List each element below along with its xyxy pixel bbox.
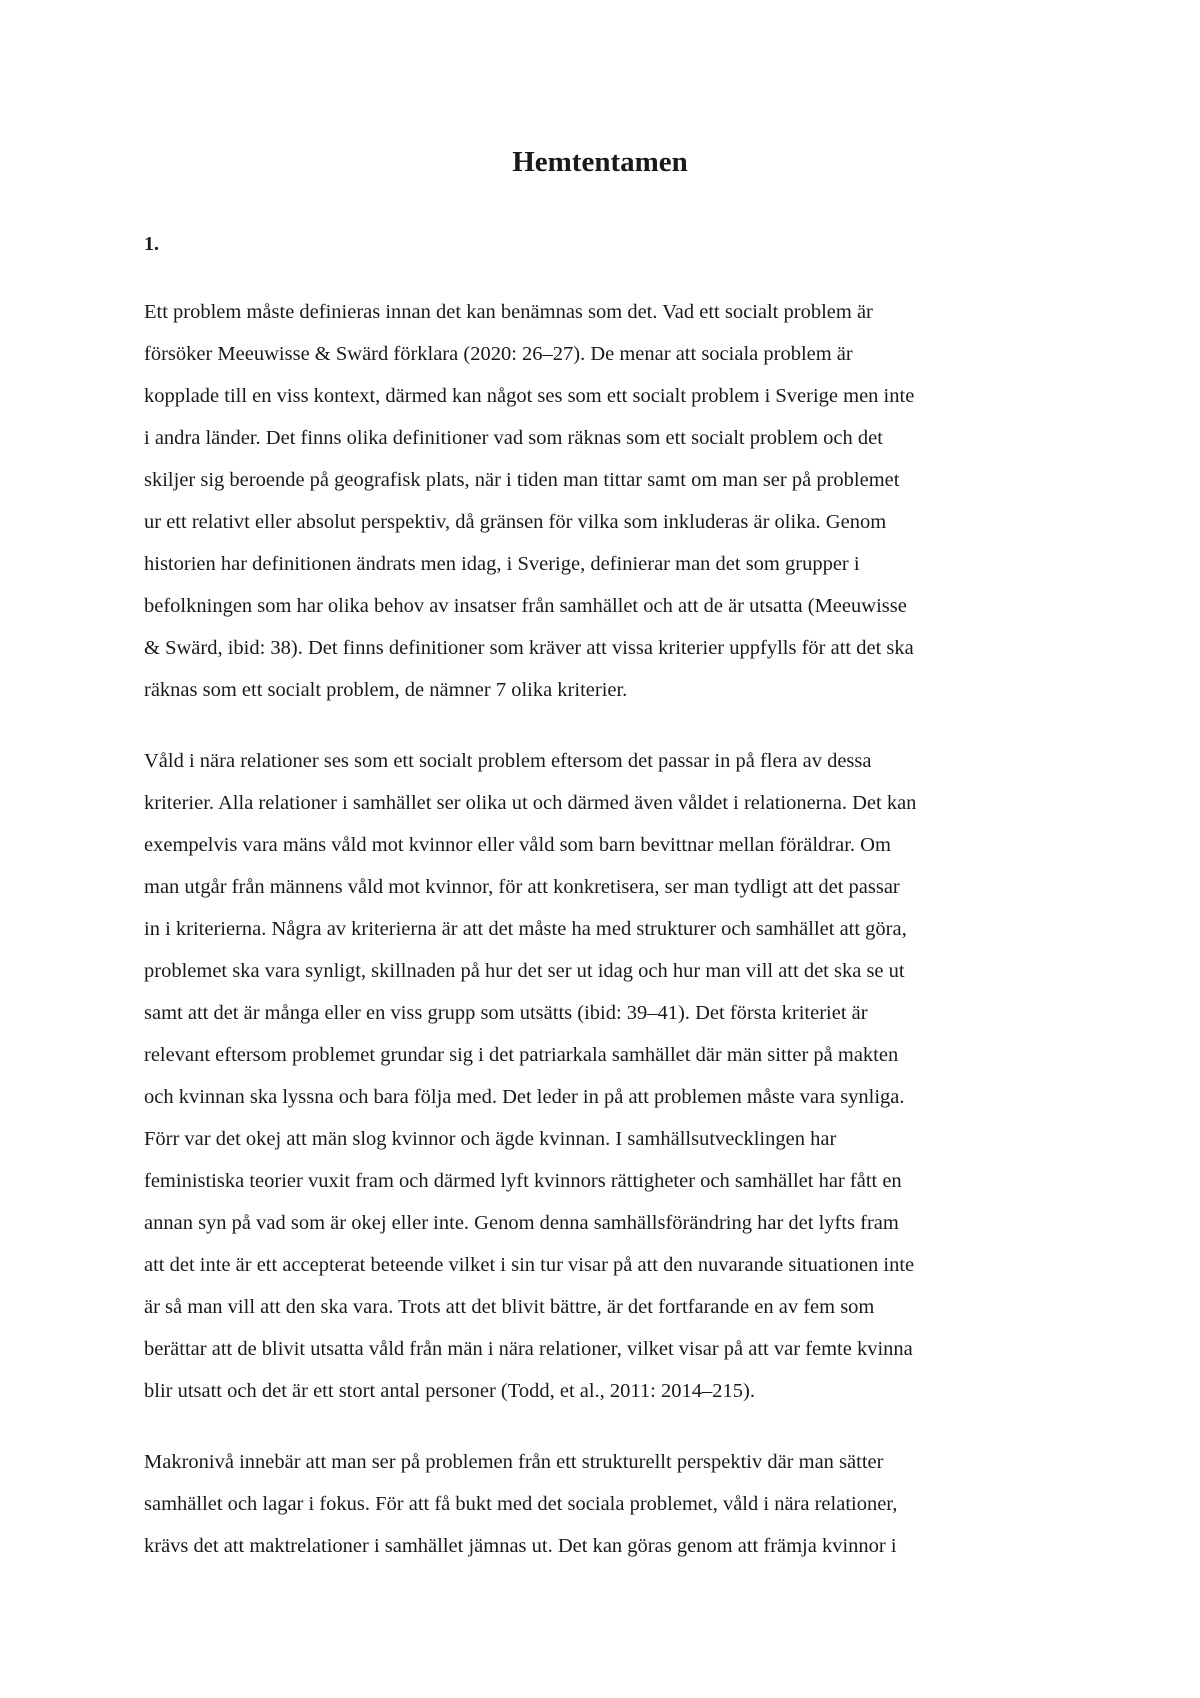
paragraph-line: att det inte är ett accepterat beteende vilket i sin tur visar på att den nuvarande situationen inte: [144, 1254, 915, 1276]
paragraph-line: Förr var det okej att män slog kvinnor och ägde kvinnan. I samhällsutvecklingen har: [144, 1128, 837, 1150]
paragraph-line: blir utsatt och det är ett stort antal personer (Todd, et al., 2011: 2014–215).: [144, 1380, 755, 1402]
paragraph-line: historien har definitionen ändrats men idag, i Sverige, definierar man det som grupper i: [144, 553, 860, 575]
paragraph-line: Ett problem måste definieras innan det kan benämnas som det. Vad ett socialt problem är: [144, 301, 873, 323]
paragraph-line: annan syn på vad som är okej eller inte. Genom denna samhällsförändring har det lyfts fram: [144, 1212, 899, 1234]
paragraph-line: kopplade till en viss kontext, därmed kan något ses som ett socialt problem i Sverige men inte: [144, 385, 915, 407]
paragraph-line: och kvinnan ska lyssna och bara följa med. Det leder in på att problemen måste vara synliga.: [144, 1086, 905, 1108]
paragraph-line: skiljer sig beroende på geografisk plats, när i tiden man tittar samt om man ser på problemet: [144, 469, 900, 491]
paragraph-line: Våld i nära relationer ses som ett socialt problem eftersom det passar in på flera av dessa: [144, 750, 872, 772]
paragraph-line: feministiska teorier vuxit fram och därmed lyft kvinnors rättigheter och samhället har fått en: [144, 1170, 902, 1192]
section-number: 1.: [144, 233, 159, 255]
paragraph-line: samhället och lagar i fokus. För att få bukt med det sociala problemet, våld i nära relationer,: [144, 1493, 898, 1515]
paragraph-line: Makronivå innebär att man ser på problemen från ett strukturellt perspektiv där man sätter: [144, 1451, 884, 1473]
paragraph-line: ur ett relativt eller absolut perspektiv, då gränsen för vilka som inkluderas är olika. Genom: [144, 511, 887, 533]
paragraph-line: befolkningen som har olika behov av insatser från samhället och att de är utsatta (Meeuwisse: [144, 595, 907, 617]
paragraph-line: är så man vill att den ska vara. Trots att det blivit bättre, är det fortfarande en av fem som: [144, 1296, 875, 1318]
paragraph-line: relevant eftersom problemet grundar sig i det patriarkala samhället där män sitter på makten: [144, 1044, 899, 1066]
paragraph-line: in i kriterierna. Några av kriterierna är att det måste ha med strukturer och samhället att göra,: [144, 918, 907, 940]
paragraph-line: & Swärd, ibid: 38). Det finns definitioner som kräver att vissa kriterier uppfylls för att det ska: [144, 637, 914, 659]
paragraph-line: man utgår från männens våld mot kvinnor, för att konkretisera, ser man tydligt att det passar: [144, 876, 900, 898]
paragraph-line: samt att det är många eller en viss grupp som utsätts (ibid: 39–41). Det första kriteriet är: [144, 1002, 868, 1024]
paragraph-line: exempelvis vara mäns våld mot kvinnor eller våld som barn bevittnar mellan föräldrar. Om: [144, 834, 891, 856]
paragraph-line: försöker Meeuwisse & Swärd förklara (2020: 26–27). De menar att sociala problem är: [144, 343, 853, 365]
paragraph-line: kriterier. Alla relationer i samhället ser olika ut och därmed även våldet i relationerna. Det kan: [144, 792, 917, 814]
document-title: Hemtentamen: [512, 146, 688, 178]
paragraph-line: problemet ska vara synligt, skillnaden på hur det ser ut idag och hur man vill att det ska se ut: [144, 960, 905, 982]
paragraph-line: berättar att de blivit utsatta våld från män i nära relationer, vilket visar på att var femte kvinna: [144, 1338, 913, 1360]
paragraph-line: räknas som ett socialt problem, de nämner 7 olika kriterier.: [144, 679, 628, 701]
paragraph-line: krävs det att maktrelationer i samhället jämnas ut. Det kan göras genom att främja kvinnor i: [144, 1535, 897, 1557]
paragraph-line: i andra länder. Det finns olika definitioner vad som räknas som ett socialt problem och det: [144, 427, 883, 449]
